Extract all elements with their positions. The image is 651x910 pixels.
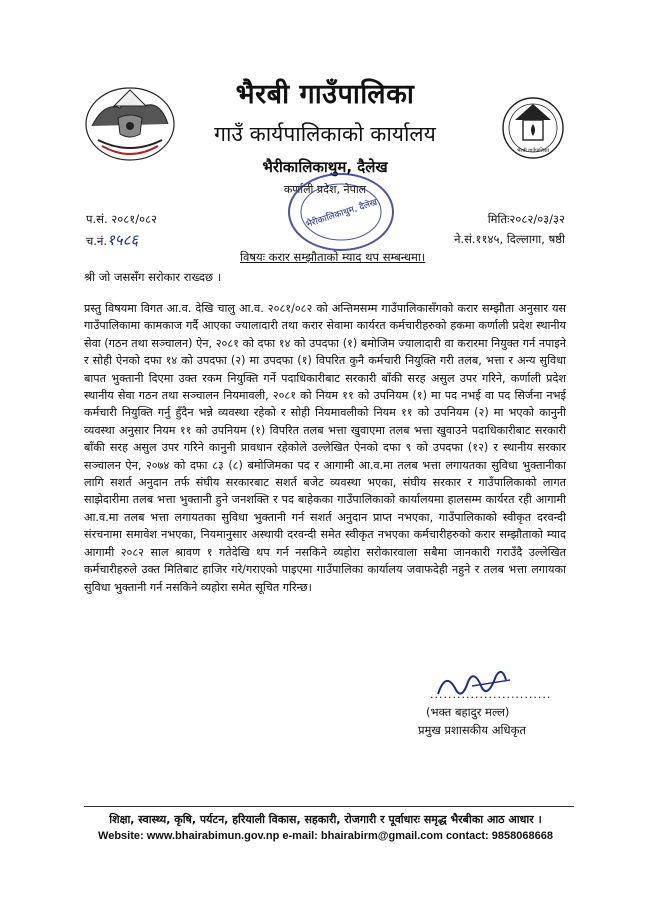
signatory-title: प्रमुख प्रशासकीय अधिकृत <box>418 723 526 737</box>
logo-text: भैरबी गाउँपालिका <box>516 148 550 154</box>
nepal-sambat-date: ने.सं.११४५, दिल्लागा, षष्ठी <box>454 232 565 246</box>
footer-slogan: शिक्षा, स्वास्थ्य, कृषि, पर्यटन, हरियाली विकास, सहकारी, रोजगारी र पूर्वाधारः समृद्ध भैरबीका आठ आधार । <box>109 813 542 826</box>
stamp-text: भैरीकालिकाथुम, दैलेख <box>304 197 379 231</box>
signature-line: ........................... <box>430 688 552 701</box>
patra-sankhya: प.सं. २०८१/०८२ <box>86 212 158 226</box>
chalani-label: च.नं. <box>86 234 107 248</box>
municipality-title: भैरबी गाउँपालिका <box>235 79 415 110</box>
chalani-number: १५८६ <box>107 231 139 249</box>
letter-addressee: श्री जो जससँग सरोकार राख्दछ । <box>84 270 222 284</box>
signatory-name: (भक्त बहादुर मल्ल) <box>426 705 510 719</box>
letter-date: मितिः२०८२/०३/३२ <box>487 212 565 226</box>
letter-body: प्रस्तु विषयमा विगत आ.व. देखि चालु आ.व. २०८१/०८२ को अन्तिमसम्म गाउँपालिकासँगको करार सम्झौता अनुसार यस गाउँपालिकामा कामकाज गर्दै आएका ज्यालादारी तथा करार सेवामा कार्यरत कर्मचारीहरुको हकमा कर्णाली प्रदेश स्थानीय सेवा (गठन तथा सञ्चालन) ऐन, २०८१ को दफा १४ को उपदफा (१) बमोजिम ज्यालादारी वा करारमा नियुक्त गर्न नपाइने र सोही ऐनको दफा १४ को उपदफा (२) मा उपदफा (१) विपरित कुनै कर्मचारी नियुक्ति गरी तलब, भत्ता र अन्य सुविधा बापत भुक्तानी दिएमा उक्त रकम नियुक्ति गर्ने पदाधिकारीबाट सरकारी बाँकी सरह असुल उपर गरिने, कर्णाली प्रदेश स्थानीय सेवा गठन तथा सञ्चालन नियमावली, २०८१ को नियम ११ को उपनियम (१) मा पद नभई वा पद सिर्जना नभई कर्मचारी नियुक्ति गर्नु हुँदैन भन्ने व्यवस्था रहेको र सोही नियमावलीको नियम ११ को उपनियम (२) मा भएको कानुनी व्यवस्था अनुसार नियम ११ को उपनियम (१) विपरित तलब भत्ता खुवाएमा तलब भत्ता खुवाउने पदाधिकारीबाट सरकारी बाँकी सरह असुल उपर गरिने कानुनी प्रावधान रहेकोले उल्लेखित ऐनको दफा ९ को उपदफा (१२) र स्थानीय सरकार सञ्चालन ऐन, २०७४ को दफा ८३ (८) बमोजिमका पद र आगामी आ.व.मा तलब भत्ता लगायतका सुविधा भुक्तानीका लागि सशर्त अनुदान तर्फ संघीय सरकारबाट सशर्त बजेट व्यवस्था भएका, संघीय सरकार र गाउँपालिकाको लागत साझेदारीमा तलब भत्ता भुक्तानी हुने जनशक्ति र पद बाहेकका गाउँपालिकाको कार्यालयमा हालसम्म कार्यरत रही आगामी आ.व.मा तलब भत्ता लगायतका सुविधा भुक्तानी गर्न सशर्त अनुदान प्राप्त नभएका, गाउँपालिकाको स्वीकृत दरवन्दी संरचनामा समावेश नभएका, नियमानुसार अस्थायी दरवन्दी समेत स्वीकृत नभएका कर्मचारीहरुको करार सम्झौताको म्याद आगामी २०८२ साल श्रावण १ गतेदेखि थप गर्न नसकिने व्यहोरा सरोकारवाला सबैमा जानकारी गराउँदै उल्लेखित कर्मचारीहरुले उक्त मितिबाट हाजिर गरे/गराएको पाइएमा गाउँपालिका कार्यालय जवाफदेही नहुने र तलब भत्ता लगायका सुविधा भुक्तानी गर्न नसकिने व्यहोरा समेत सूचित गरिन्छ। <box>84 302 566 594</box>
office-location: भैरीकालिकाथुम, दैलेख <box>262 158 388 176</box>
office-stamp-icon <box>282 168 400 256</box>
municipality-logo-icon <box>501 88 565 168</box>
letter-subject: विषयः करार सम्झौताको म्याद थप सम्बन्धमा। <box>240 250 426 264</box>
chalani-number-row <box>86 230 138 250</box>
footer-divider <box>84 806 574 807</box>
office-name: गाउँ कार्यपालिकाको कार्यालय <box>214 122 436 146</box>
province-name: कर्णाली प्रदेश, नेपाल <box>283 183 367 196</box>
nepal-emblem-icon <box>84 82 176 162</box>
footer-contact: Website: www.bhairabimun.gov.np e-mail: bhairabirm@gmail.com contact: 9858068668 <box>98 830 553 842</box>
